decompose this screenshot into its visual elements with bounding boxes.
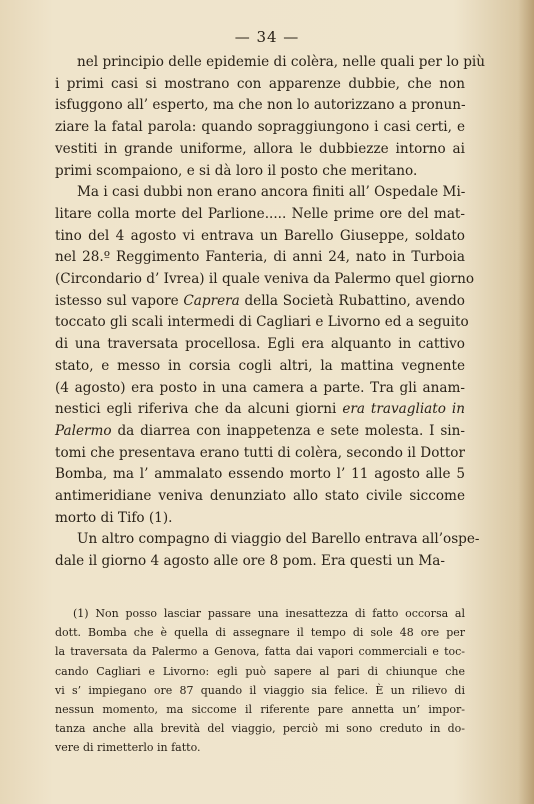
- paragraph: [55, 52, 486, 182]
- body-text: [55, 52, 486, 573]
- footnotes: [55, 604, 465, 758]
- text-line: morto di Tifo (1).: [55, 509, 173, 526]
- text-line: vi s’ impiegano ore 87 quando il viaggio sia felice. È un rilievo di: [55, 683, 465, 697]
- text-line: [55, 421, 465, 443]
- paragraph: [55, 529, 480, 572]
- text-line: tomi che presentava erano tutti di colèra, secondo il Dottor: [55, 444, 465, 461]
- text-line: cando Cagliari e Livorno: egli può sapere al pari di chiunque che: [55, 664, 465, 678]
- text-segment: istesso sul vapore: [55, 292, 184, 309]
- text-line: antimeridiane veniva denunziato allo stato civile siccome: [55, 488, 465, 505]
- italic-text: Caprera: [183, 292, 240, 309]
- text-segment: nestici egli riferiva che da alcuni giorni: [55, 401, 343, 418]
- text-line: (Circondario d’ Ivrea) il quale veniva da Palermo quel giorno: [55, 271, 475, 288]
- text-line: [55, 399, 465, 421]
- text-line: Ma i casi dubbi non erano ancora finiti all’ Ospedale Mi-: [77, 184, 466, 201]
- text-segment: da diarrea con inappetenza e sete molesta. I sin-: [111, 422, 465, 439]
- text-line: dott. Bomba che è quella di assegnare il tempo di sole 48 ore per: [55, 626, 465, 640]
- text-line: stato, e messo in corsia cogli altri, la mattina vegnente: [55, 357, 465, 374]
- text-line: Un altro compagno di viaggio del Barello entrava all’ospe-: [77, 531, 480, 548]
- text-line: primi scompaiono, e si dà loro il posto che meritano.: [55, 162, 418, 179]
- text-line: litare colla morte del Parlione..... Nelle prime ore del mat-: [55, 205, 465, 222]
- text-line: [55, 291, 465, 313]
- text-line: nessun momento, ma siccome il riferente pare annetta un’ impor-: [55, 703, 465, 717]
- text-line: Bomba, ma l’ ammalato essendo morto l’ 11 agosto alle 5: [55, 466, 465, 483]
- text-line: tanza anche alla brevità del viaggio, perciò mi sono creduto in do-: [55, 722, 465, 736]
- paragraph: [55, 182, 475, 529]
- text-line: isfuggono all’ esperto, ma che non lo autorizzano a pronun-: [55, 97, 466, 114]
- text-line: ziare la fatal parola: quando sopraggiungono i casi certi, e: [55, 119, 465, 136]
- footnote: [55, 604, 465, 758]
- page-number: — 34 —: [234, 28, 300, 46]
- text-line: di una traversata procellosa. Egli era alquanto in cattivo: [55, 336, 465, 353]
- text-line: toccato gli scali intermedi di Cagliari e Livorno ed a seguito: [55, 314, 469, 331]
- text-line: dale il giorno 4 agosto alle ore 8 pom. Era questi un Ma-: [55, 553, 445, 570]
- text-line: vere di rimetterlo in fatto.: [55, 741, 201, 755]
- text-line: (1) Non posso lasciar passare una inesattezza di fatto occorsa al: [73, 607, 465, 620]
- italic-text: era travagliato in: [342, 401, 466, 418]
- text-line: nel principio delle epidemie di colèra, nelle quali per lo più: [77, 54, 486, 70]
- text-line: (4 agosto) era posto in una camera a parte. Tra gli anam-: [55, 379, 465, 396]
- text-line: la traversata da Palermo a Genova, fatta dai vapori commerciali e toc-: [55, 645, 465, 659]
- text-line: i primi casi si mostrano con apparenze dubbie, che non: [55, 75, 465, 92]
- text-line: tino del 4 agosto vi entrava un Barello Giuseppe, soldato: [55, 227, 465, 244]
- text-line: vestiti in grande uniforme, allora le dubbiezze intorno ai: [55, 140, 465, 157]
- text-segment: della Società Rubattino, avendo: [239, 292, 465, 309]
- text-line: nel 28.º Reggimento Fanteria, di anni 24, nato in Turboia: [55, 249, 465, 266]
- italic-text: Palermo: [55, 422, 112, 439]
